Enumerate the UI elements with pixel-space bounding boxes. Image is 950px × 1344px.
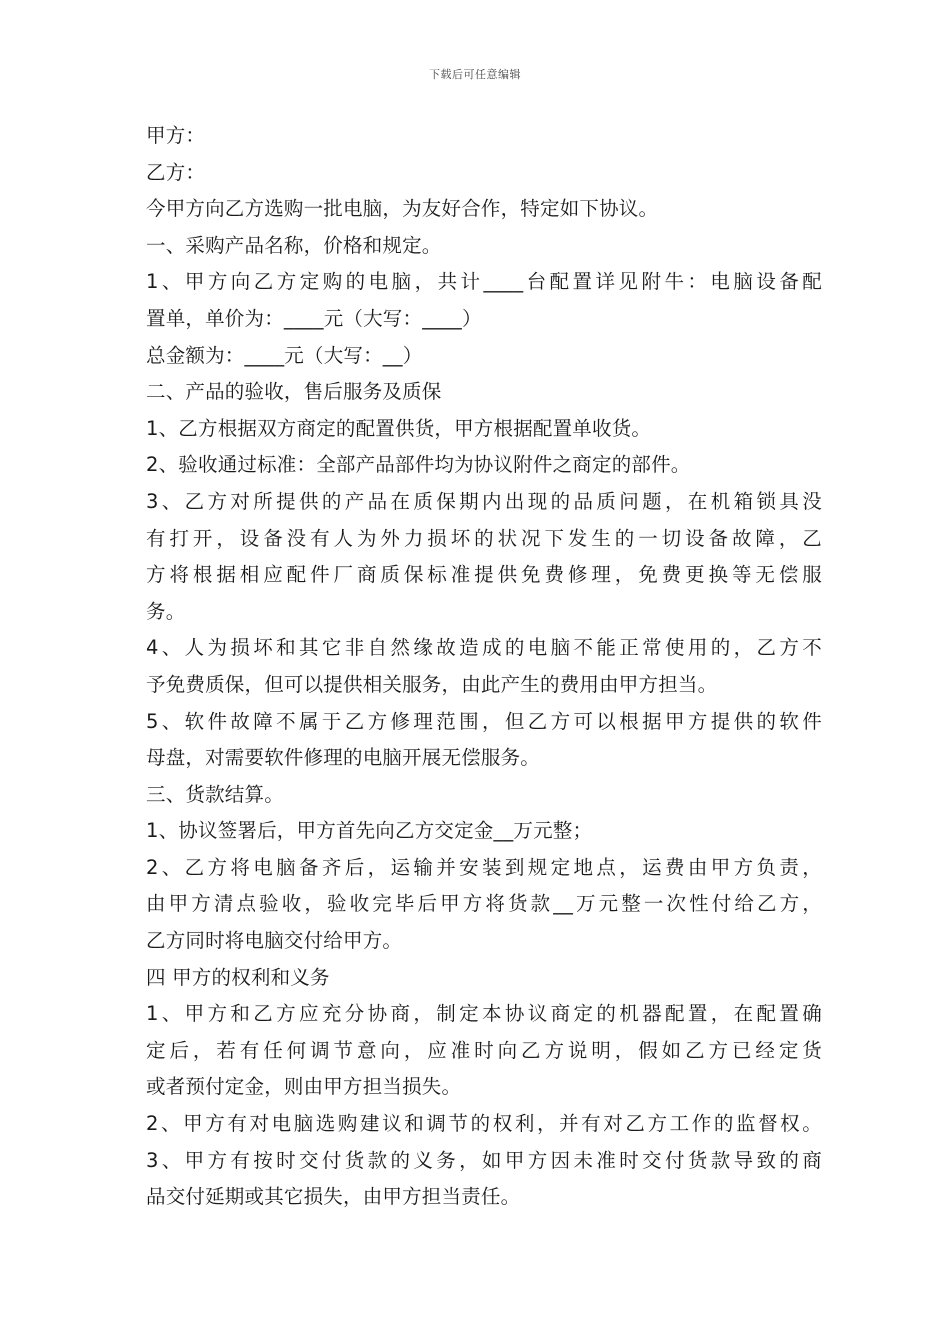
text-line: 或者预付定金，则由甲方担当损失。: [146, 1075, 462, 1099]
text-line: 母盘，对需要软件修理的电脑开展无偿服务。: [146, 746, 541, 770]
text-line: 2、甲方有对电脑选购建议和调节的权利，并有对乙方工作的监督权。: [146, 1112, 822, 1136]
text-line: 2、验收通过标准：全部产品部件均为协议附件之商定的部件。: [146, 453, 691, 477]
section-heading: 四 甲方的权利和义务: [146, 965, 330, 989]
text-line: 总金额为：____元（大写：__）: [146, 343, 423, 367]
text-line: 4、人为损坏和其它非自然缘故造成的电脑不能正常使用的，乙方不: [146, 636, 822, 660]
text-line: 乙方：: [146, 160, 206, 184]
text-line: 由甲方清点验收，验收完毕后甲方将货款__万元整一次性付给乙方，: [146, 892, 822, 916]
text-line: 1、甲方向乙方定购的电脑，共计____台配置详见附牛：电脑设备配: [146, 270, 822, 294]
text-line: 予免费质保，但可以提供相关服务，由此产生的费用由甲方担当。: [146, 672, 718, 696]
section-heading: 二、产品的验收，售后服务及质保: [146, 380, 442, 404]
section-heading: 三、货款结算。: [146, 782, 284, 806]
section-heading: 一、采购产品名称，价格和规定。: [146, 233, 442, 257]
text-line: 5、软件故障不属于乙方修理范围，但乙方可以根据甲方提供的软件: [146, 709, 822, 733]
text-line: 务。: [146, 599, 186, 623]
text-line: 1、协议签署后，甲方首先向乙方交定金__万元整；: [146, 819, 593, 843]
text-line: 1、乙方根据双方商定的配置供货，甲方根据配置单收货。: [146, 416, 652, 440]
text-line: 乙方同时将电脑交付给甲方。: [146, 929, 403, 953]
text-line: 1、甲方和乙方应充分协商，制定本协议商定的机器配置，在配置确: [146, 1002, 822, 1026]
text-line: 品交付延期或其它损失，由甲方担当责任。: [146, 1185, 521, 1209]
document-body: [146, 118, 822, 1216]
text-line: 置单，单价为：____元（大写：____）: [146, 306, 482, 330]
page-header: 下载后可任意编辑: [429, 68, 521, 81]
text-line: 甲方：: [146, 124, 206, 147]
text-line: 有打开，设备没有人为外力损坏的状况下发生的一切设备故障，乙: [146, 526, 822, 550]
text-line: 方将根据相应配件厂商质保标准提供免费修理，免费更换等无偿服: [146, 563, 822, 587]
text-line: 今甲方向乙方选购一批电脑，为友好合作，特定如下协议。: [146, 197, 659, 221]
text-line: 3、甲方有按时交付货款的义务，如甲方因未准时交付货款导致的商: [146, 1148, 822, 1172]
text-line: 2、乙方将电脑备齐后，运输并安装到规定地点，运费由甲方负责，: [146, 855, 822, 879]
text-line: 定后，若有任何调节意向，应准时向乙方说明，假如乙方已经定货: [146, 1038, 822, 1062]
text-line: 3、乙方对所提供的产品在质保期内出现的品质问题，在机箱锁具没: [146, 489, 822, 513]
